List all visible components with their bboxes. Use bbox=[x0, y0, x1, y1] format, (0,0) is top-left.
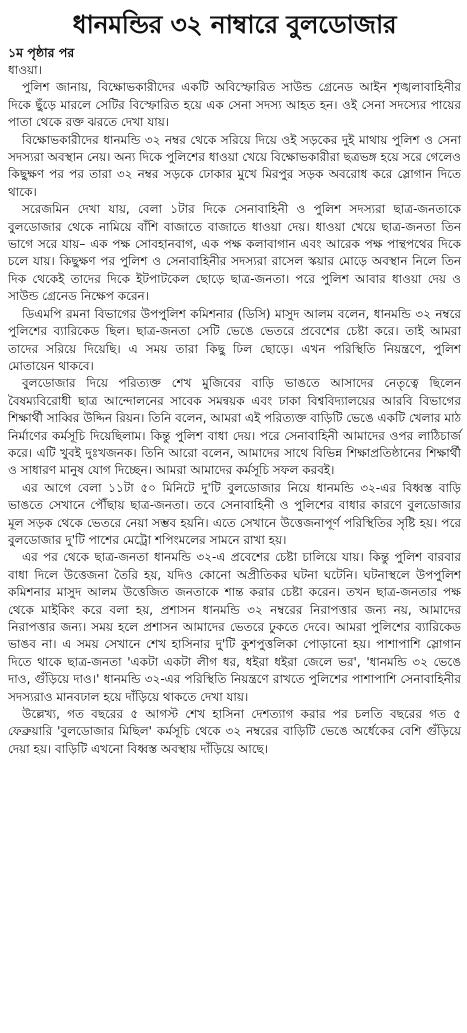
article-paragraph: বিক্ষোভকারীদের ধানমন্ডি ৩২ নম্বর থেকে সরিয়ে দিয়ে ওই সড়কের দুই মাথায় পুলিশ ও সেনা সদস্যরা অবস্থান নেয়। অন্য দিকে পুলিশের ধাওয়া খেয়ে বিক্ষোভকারীরা ছত্রভঙ্গ হয়ে সরে গেলেও কিছুক্ষণ পর পর তারা ৩২ নম্বর সড়কে ঢোকার মুখে মিরপুর সড়ক অবরোধ করে স্লোগান দিতে থাকে। bbox=[8, 132, 461, 199]
article-paragraph: এর পর থেকে ছাত্র-জনতা ধানমন্ডি ৩২-এ প্রবেশের চেষ্টা চালিয়ে যায়। কিন্তু পুলিশ বারবার বাধা দিলে উত্তেজনা তৈরি হয়, যদিও কোনো অপ্রীতিকর ঘটনা ঘটেনি। ঘটনাস্থলে উপপুলিশ কমিশনার মাসুদ আলম উত্তেজিত জনতাকে শান্ত করার চেষ্টা করেন। তখন ছাত্র-জনতার পক্ষ থেকে মাইকিং করে বলা হয়, প্রশাসন ধানমন্ডি ৩২ নম্বরের নিরাপত্তার জন্য নয়, আমাদের নিরাপত্তার জন্য। সময় হলে প্রশাসন আমাদের ভেতরে ঢুকতে দেবে। আমরা পুলিশের ব্যারিকেড ভাঙব না। এ সময় সেখানে শেখ হাসিনার দু'টি কুশপুত্তলিকা পোড়ানো হয়। পাশাপাশি স্লোগান দিতে থাকে ছাত্র-জনতা 'একটা একটা লীগ ধর, ধইরা ধইরা জেলে ভর', 'ধানমন্ডি ৩২ ভেঙে দাও, গুঁড়িয়ে দাও।' ধানমন্ডি ৩২-এর পরিস্থিতি নিয়ন্ত্রণে রাখতে পুলিশের পাশাপাশি সেনাবাহিনীর সদস্যরাও মানবঢাল হয়ে দাঁড়িয়ে থাকতে দেখা যায়। bbox=[8, 550, 461, 704]
continued-from-label: ১ম পৃষ্ঠার পর bbox=[8, 45, 75, 60]
article-paragraph: ডিএমপি রমনা বিভাগের উপপুলিশ কমিশনার (ডিসি) মাসুদ আলম বলেন, ধানমন্ডি ৩২ নম্বরে পুলিশের ব্যারিকেড ছিল। ছাত্র-জনতা সেটি ভেঙে ভেতরে প্রবেশের চেষ্টা করে। তাই আমরা তাদের সরিয়ে দিয়েছি। এ সময় তারা কিছু ঢিল ছোড়ে। এখন পরিস্থিতি নিয়ন্ত্রণে, পুলিশ মোতায়েন থাকবে। bbox=[8, 306, 461, 373]
article-paragraph: উল্লেখ্য, গত বছরের ৫ আগস্ট শেখ হাসিনা দেশত্যাগ করার পর চলতি বছরের গত ৫ ফেব্রুয়ারি 'বুলডোজার মিছিল' কর্মসূচি থেকে ৩২ নম্বরের বাড়িটি ভেঙে অর্ধেকের বেশি গুঁড়িয়ে দেয়া হয়। বাড়িটি এখনো বিধ্বস্ত অবস্থায় দাঁড়িয়ে আছে। bbox=[8, 707, 461, 756]
article-paragraph: ধাওয়া। bbox=[8, 63, 42, 77]
article-paragraph: সরেজমিন দেখা যায়, বেলা ১টার দিকে সেনাবাহিনী ও পুলিশ সদস্যরা ছাত্র-জনতাকে বুলডোজার থেকে নামিয়ে বাঁশি বাজাতে বাজাতে ধাওয়া দেয়। ধাওয়া খেয়ে ছাত্র-জনতা তিন ভাগে সরে যায়– এক পক্ষ সোবহানবাগ, এক পক্ষ কলাবাগান এবং আরেক পক্ষ পান্থপথের দিকে চলে যায়। কিছুক্ষণ পর পুলিশ ও সেনাবাহিনীর সদস্যরা রাসেল স্কয়ার মোড়ে অবস্থান নিলে তিন দিক থেকেই তাদের দিকে ইটপাটকেল ছোড়ে ছাত্র-জনতা। পরে পুলিশ আবার ধাওয়া দেয় ও সাউন্ড গ্রেনেড নিক্ষেপ করেন। bbox=[8, 202, 461, 304]
article-body bbox=[8, 62, 461, 758]
article-paragraph: বুলডোজার দিয়ে পরিত্যক্ত শেখ মুজিবের বাড়ি ভাঙতে আসাদের নেতৃত্বে ছিলেন বৈষম্যবিরোধী ছাত্র আন্দোলনের সাবেক সমন্বয়ক এবং ঢাকা বিশ্ববিদ্যালয়ের আরবি বিভাগের শিক্ষার্থী সাব্বির উদ্দিন রিয়ন। তিনি বলেন, আমরা এই পরিত্যক্ত বাড়িটি ভেঙে একটি খেলার মাঠ নির্মাণের কর্মসূচি দিয়েছিলাম। কিন্তু পুলিশ বাধা দেয়। পরে সেনাবাহিনী আমাদের ওপর লাঠিচার্জ করে। এটি খুবই দুঃখজনক। তিনি আরো বলেন, আমাদের সাথে বিভিন্ন শিক্ষাপ্রতিষ্ঠানের শিক্ষার্থী ও সাধারণ মানুষ যোগ দিচ্ছেন। আমরা আমাদের কর্মসূচি সফল করবই। bbox=[8, 376, 461, 478]
article-paragraph: এর আগে বেলা ১১টা ৫০ মিনিটে দু'টি বুলডোজার নিয়ে ধানমন্ডি ৩২-এর বিধ্বস্ত বাড়ি ভাঙতে সেখানে পৌঁছায় ছাত্র-জনতা। তবে সেনাবাহিনী ও পুলিশের বাধার কারণে বুলডোজার মূল সড়ক থেকে ভেতরে নেয়া সম্ভব হয়নি। এতে সেখানে উত্তেজনাপূর্ণ পরিস্থিতির সৃষ্টি হয়। পরে বুলডোজার দু'টি পাশের মেট্রো শপিংমলের সামনে রাখা হয়। bbox=[8, 480, 461, 547]
article-paragraph: পুলিশ জানায়, বিক্ষোভকারীদের একটি অবিস্ফোরিত সাউন্ড গ্রেনেড আইন শৃঙ্খলাবাহিনীর দিকে ছুঁড়ে মারলে সেটির বিস্ফোরিত হয়ে এক সেনা সদস্য আহত হন। ওই সেনা সদস্যের পায়ের পাতা থেকে রক্ত ঝরতে দেখা যায়। bbox=[8, 80, 461, 130]
article-headline: ধানমন্ডির ৩২ নাম্বারে বুলডোজার bbox=[72, 10, 397, 39]
